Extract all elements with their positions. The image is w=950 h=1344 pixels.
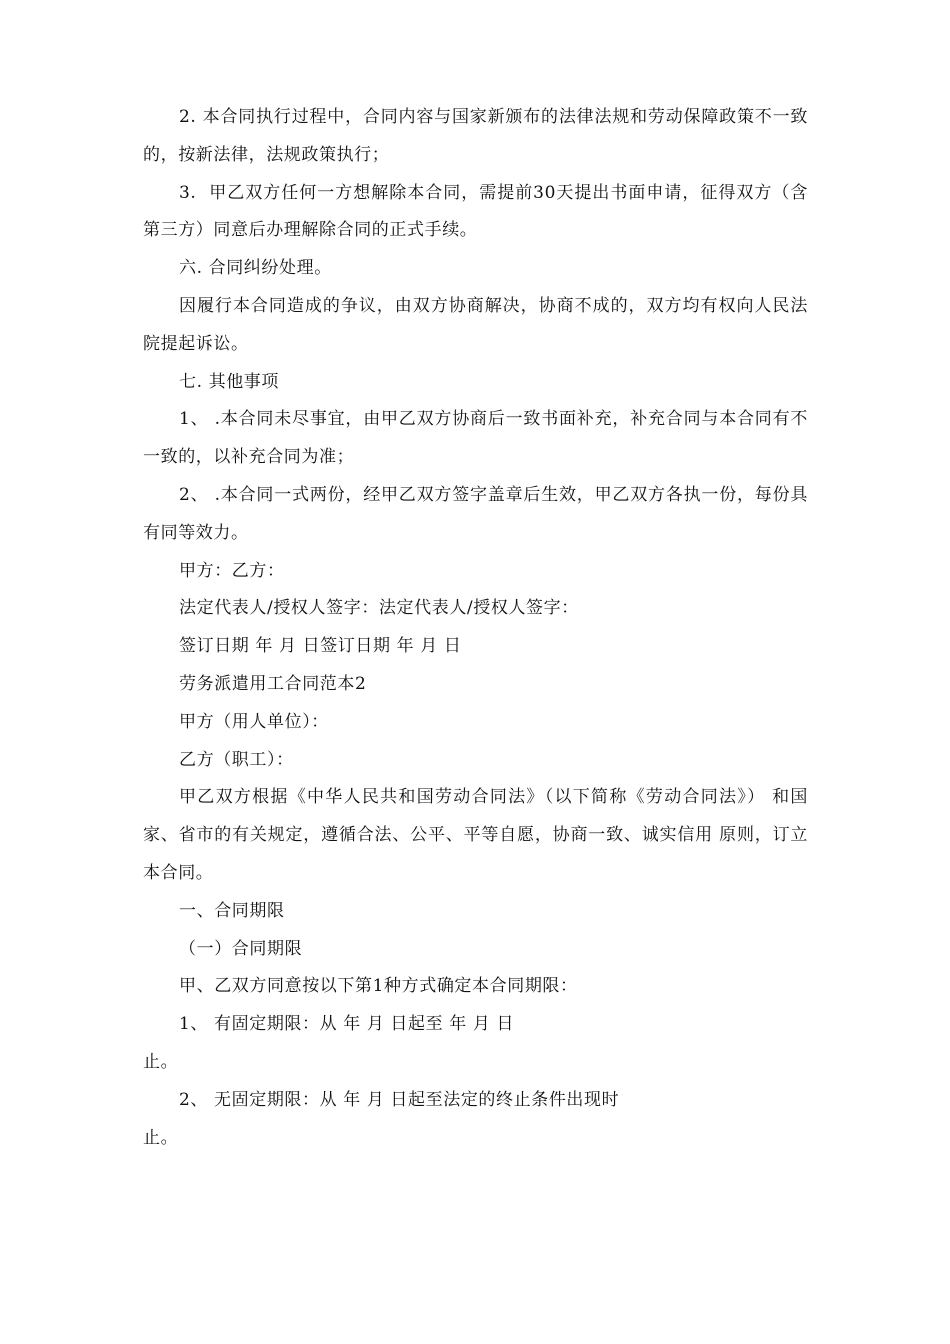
paragraph-open-term-end: 止。: [143, 1127, 179, 1148]
party-b-label: 乙方（职工）：: [179, 749, 294, 770]
paragraph-dispute: 因履行本合同造成的争议，由双方协商解决，协商不成的，双方均有权向人民法院提起诉讼。: [143, 295, 808, 354]
paragraph-other-2: 2、 .本合同一式两份，经甲乙双方签字盖章后生效，甲乙双方各执一份，每份具有同等效力。: [143, 484, 808, 543]
paragraph-clause-2: 2. 本合同执行过程中，合同内容与国家新颁布的法律法规和劳动保障政策不一致的，按新法律，法规政策执行；: [143, 107, 808, 165]
section-heading-term: 一、合同期限: [179, 900, 285, 921]
signature-dates: 签订日期 年 月 日签订日期 年 月 日: [179, 636, 462, 657]
paragraph-preamble: 甲乙双方根据《中华人民共和国劳动合同法》（以下简称《劳动合同法》） 和国家、省市的有关规定，遵循合法、公平、平等自愿，协商一致、诚实信用 原则，订立本合同。: [143, 787, 808, 883]
paragraph-term-method: 甲、乙双方同意按以下第1种方式确定本合同期限：: [179, 976, 578, 997]
paragraph-other-1: 1、 .本合同未尽事宜，由甲乙双方协商后一致书面补充，补充合同与本合同有不一致的，以补充合同为准；: [143, 409, 808, 468]
signature-parties: 甲方：乙方：: [179, 560, 285, 581]
paragraph-clause-3: 3. 甲乙双方任何一方想解除本合同，需提前30天提出书面申请，征得双方（含第三方）同意后办理解除合同的正式手续。: [143, 182, 808, 241]
paragraph-open-term: 2、 无固定期限：从 年 月 日起至法定的终止条件出现时: [179, 1089, 620, 1110]
section-heading-other: 七. 其他事项: [179, 371, 280, 392]
party-a-label: 甲方（用人单位）：: [179, 711, 329, 732]
paragraph-fixed-term-end: 止。: [143, 1051, 179, 1072]
subsection-heading-term: （一）合同期限: [179, 938, 303, 959]
document-body: [143, 99, 808, 1157]
paragraph-fixed-term: 1、 有固定期限：从 年 月 日起至 年 月 日: [179, 1014, 515, 1035]
section-heading-dispute: 六. 合同纠纷处理。: [179, 258, 332, 279]
document-title-template-2: 劳务派遣用工合同范本2: [179, 673, 367, 694]
signature-representatives: 法定代表人/授权人签字：法定代表人/授权人签字：: [179, 598, 579, 619]
